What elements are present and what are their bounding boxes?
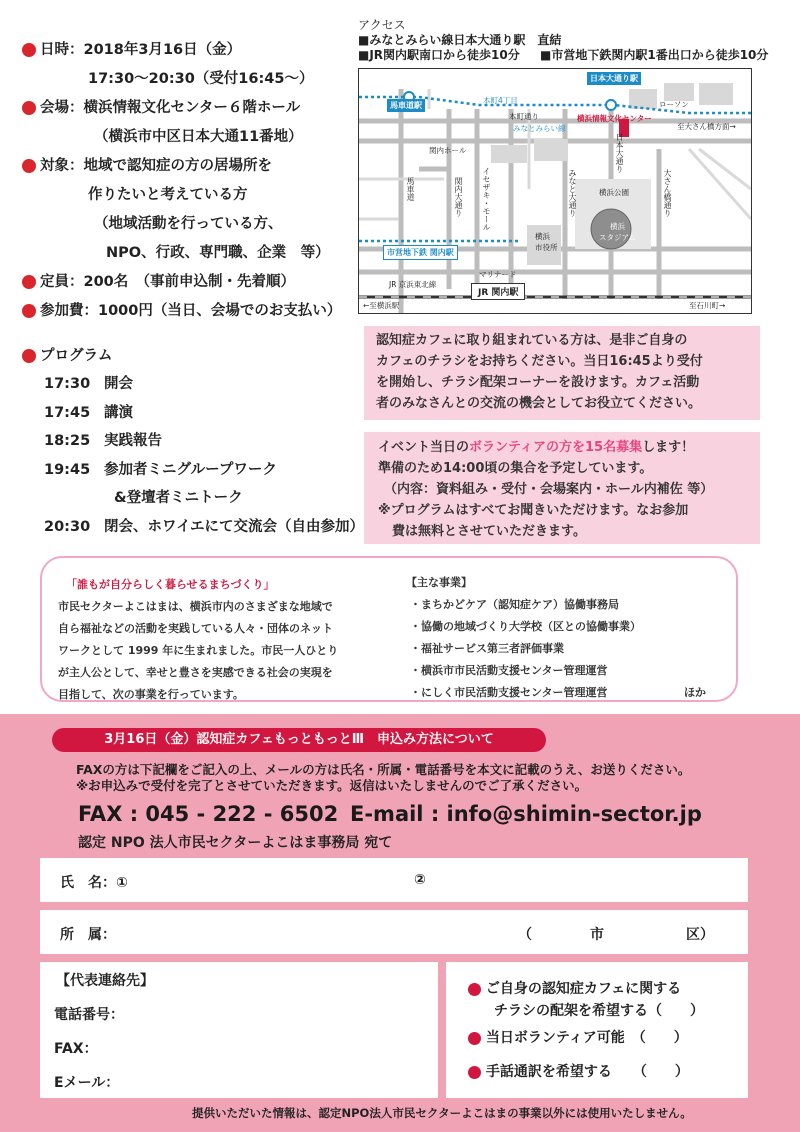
affiliation-field[interactable]: [40, 910, 748, 954]
event-venue: 会場：横浜情報文化センター６階ホール: [22, 96, 300, 117]
name-label: 氏 名：①: [60, 875, 128, 891]
bullet-dot-icon: [22, 275, 36, 289]
affiliation-ward: 区）: [686, 927, 714, 943]
map-station-jr-kannai: JR 関内駅: [471, 283, 525, 300]
map-honcho-dori-label: 本町通り: [509, 112, 539, 121]
affiliation-label: 所 属：: [60, 927, 116, 943]
map-stadium-label: 横浜 スタジアム: [599, 222, 636, 242]
notice-cafe-line: カフェのチラシをお持ちください。当日16:45より受付: [376, 354, 703, 369]
map-osanbashi-label: 大さん橋通り: [663, 169, 672, 217]
bullet-dot-icon: [468, 1066, 481, 1079]
map-bashamichi-st-label: 馬車道: [406, 177, 415, 201]
footer-privacy: 提供いただいた情報は、認定NPO法人市民セクターよこはまの事業以外には使用いたしません。: [192, 1106, 692, 1120]
org-desc-line: 自ら福祉などの活動を実践している人々・団体のネット: [58, 622, 333, 635]
map-honcho4-label: 本町4丁目: [483, 96, 518, 105]
org-main-item: ・福祉サービス第三者評価事業: [410, 642, 564, 655]
program-title: プログラム: [22, 344, 112, 365]
map-lawson-label: ローソン: [659, 100, 689, 109]
notice-volunteer-line5: 費は無料とさせていただきます。: [392, 524, 586, 539]
fax-label: FAX：: [54, 1041, 98, 1057]
map-kannai-st-label: 関内大通り: [454, 177, 463, 217]
name-second-label: ②: [414, 872, 426, 888]
map-venue-label: 横浜情報文化センター: [577, 114, 652, 123]
option-sign-language[interactable]: 手話通訳を希望する （ ）: [468, 1061, 689, 1081]
name-field[interactable]: [40, 858, 748, 902]
bullet-dot-icon: [22, 349, 36, 363]
org-main-title: 【主な事業】: [406, 576, 472, 589]
map-station-bashamichi: 馬車道駅: [387, 99, 425, 112]
affiliation-paren: （: [518, 927, 532, 943]
bullet-dot-icon: [22, 101, 36, 115]
program-item: 20:30 閉会、ホワイエにて交流会（自由参加）: [44, 519, 364, 535]
map-station-nihon-odori: 日本大通り駅: [587, 72, 641, 85]
event-date: 日時：2018年3月16日（金）: [22, 38, 241, 59]
org-main-item: ・協働の地域づくり大学校（区との協働事業）: [410, 620, 641, 633]
access-line1: ■みなとみらい線日本大通り駅 直結: [358, 33, 562, 47]
access-map: [358, 68, 752, 314]
notice-volunteer-line4: ※プログラムはすべてお聞きいただけます。なお参加: [378, 503, 689, 518]
apply-fax: FAX : 045 - 222 - 6502: [78, 802, 339, 826]
email-label: Eメール：: [54, 1075, 120, 1091]
notice-cafe-line: 認知症カフェに取り組まれている方は、是非ご自身の: [376, 333, 688, 348]
event-target-line2: 作りたいと考えている方: [88, 187, 248, 203]
apply-note1: FAXの方は下記欄をご記入の上、メールの方は氏名・所属・電話番号を本文に記載のうえ、お送りください。: [76, 762, 691, 777]
event-venue-address: （横浜市中区日本大通11番地）: [94, 129, 303, 145]
map-station-subway-kannai: 市営地下鉄 関内駅: [383, 245, 458, 260]
org-main-item: ・横浜市市民活動支援センター管理運営: [410, 664, 608, 677]
notice-volunteer-line2: 準備のため14:00頃の集合を予定しています。: [378, 461, 653, 476]
map-city-hall-label: 横浜 市役所: [535, 232, 558, 252]
event-capacity: 定員：200名 （事前申込制・先着順）: [22, 270, 295, 291]
apply-note2: ※お申込みで受付を完了とさせていただきます。返信はいたしませんのでご了承ください。: [76, 778, 588, 793]
contact-title: 【代表連絡先】: [56, 973, 154, 989]
map-to-osanbashi-label: 至大さん橋方面→: [677, 122, 736, 131]
map-jr-line-label: JR 京浜東北線: [389, 280, 437, 289]
apply-email: E-mail : info@shimin-sector.jp: [350, 802, 702, 826]
option-flyer[interactable]: ご自身の認知症カフェに関する: [468, 978, 681, 998]
notice-volunteer-line1: イベント当日のボランティアの方を15名募集します！: [378, 440, 695, 455]
bullet-dot-icon: [22, 304, 36, 318]
map-isezaki-label: イセザキ・モール: [482, 167, 491, 231]
event-target-line4: NPO、行政、専門職、企業 等）: [106, 245, 330, 261]
program-item: 18:25 実践報告: [44, 433, 162, 449]
map-kannai-hall-label: 関内ホール: [429, 146, 467, 155]
org-main-item: ・まちかどケア（認知症ケア）協働事務局: [410, 598, 619, 611]
program-item: &登壇者ミニトーク: [114, 490, 243, 506]
org-desc-line: ワークとして 1999 年に生まれました。市民一人ひとり: [58, 644, 339, 657]
bullet-dot-icon: [468, 983, 481, 996]
apply-addressee: 認定 NPO 法人市民セクターよこはま事務局 宛て: [78, 835, 393, 851]
notice-cafe-line: 者のみなさんとの交流の機会としてお役立てください。: [376, 396, 702, 411]
option-volunteer[interactable]: 当日ボランティア可能 （ ）: [468, 1027, 688, 1047]
org-desc-line: 目指して、次の事業を行っています。: [58, 688, 244, 701]
program-item: 17:30 開会: [44, 376, 133, 392]
map-park-label: 横浜公園: [599, 188, 629, 197]
map-to-ishikawacho-label: 至石川町→: [689, 301, 726, 310]
access-line2: ■JR関内駅南口から徒歩10分: [358, 48, 520, 62]
event-time: 17:30〜20:30（受付16:45〜）: [88, 71, 314, 87]
access-title: アクセス: [358, 18, 406, 32]
access-line3: ■市営地下鉄関内駅1番出口から徒歩10分: [540, 48, 769, 62]
org-desc-line: が主人公として、幸せと豊さを実感できる社会の実現を: [58, 666, 333, 679]
bullet-dot-icon: [22, 43, 36, 57]
org-main-etc: ほか: [684, 686, 706, 699]
org-desc-line: 市民セクターよこはまは、横浜市内のさまざまな地域で: [58, 600, 333, 613]
map-marine-label: マリナード: [479, 270, 517, 279]
option-flyer-line2[interactable]: チラシの配架を希望する（ ）: [494, 1003, 704, 1019]
map-nihon-odori-st-label: 日本大通り: [615, 133, 624, 173]
notice-volunteer-line3: （内容：資料組み・受付・会場案内・ホール内補佐 等）: [384, 482, 714, 497]
event-target-line3: （地域活動を行っている方、: [94, 216, 283, 232]
org-slogan: 「誰もが自分らしく暮らせるまちづくり」: [66, 578, 275, 591]
map-to-yokohama-label: ←至横浜駅: [363, 301, 400, 310]
org-main-item: ・にしく市民活動支援センター管理運営: [410, 686, 608, 699]
event-fee: 参加費：1000円（当日、会場でのお支払い）: [22, 299, 341, 320]
affiliation-city: 市: [590, 927, 604, 943]
event-target: 対象：地域で認知症の方の居場所を: [22, 154, 272, 175]
map-minatomirai-line-label: みなとみらい線: [513, 124, 566, 133]
bullet-dot-icon: [468, 1032, 481, 1045]
program-item: 17:45 講演: [44, 405, 133, 421]
phone-label: 電話番号：: [54, 1007, 124, 1023]
program-item: 19:45 参加者ミニグループワーク: [44, 462, 277, 478]
notice-cafe-line: を開始し、チラシ配架コーナーを設けます。カフェ活動: [376, 375, 700, 390]
map-minato-odori-label: みなと大通り: [568, 169, 577, 217]
bullet-dot-icon: [22, 159, 36, 173]
apply-banner: 3月16日（金）認知症カフェもっともっとⅢ 申込み方法について: [52, 728, 546, 752]
